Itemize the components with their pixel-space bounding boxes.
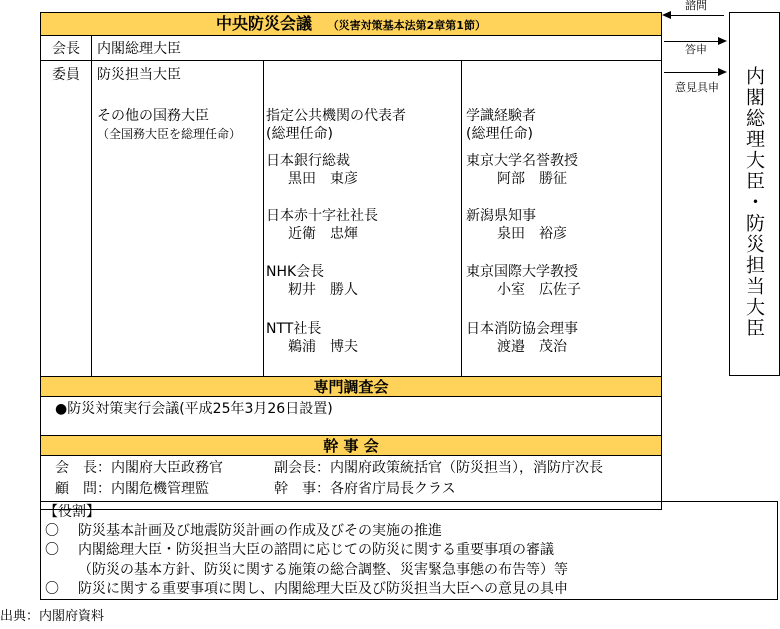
arrow-consultation-head-icon — [662, 10, 672, 20]
role-item-2: 内閣総理大臣・防災担当大臣の諮問に応じての防災に関する重要事項の審議 — [78, 542, 554, 558]
secretariat-chair: 会 長：内閣府大臣政務官 — [55, 460, 223, 476]
pm-minister-label: 内閣総理大臣・防災担当大臣 — [743, 66, 765, 339]
academic-4-name: 渡邉 茂治 — [497, 339, 567, 355]
roles-bullet-3: 〇 — [45, 581, 59, 597]
academic-2: 新潟県知事 — [466, 208, 536, 224]
arrow-report — [664, 41, 724, 42]
roles-bullet-2: 〇 — [45, 542, 59, 558]
expert-title-band — [40, 376, 662, 397]
arrow-opinion-label: 意見具申 — [675, 81, 719, 94]
arrow-opinion-head-icon — [718, 67, 728, 77]
member-other-ministers: その他の国務大臣 — [97, 108, 209, 124]
academic-1-name: 阿部 勝征 — [497, 171, 567, 187]
arrow-consultation-label: 諮問 — [685, 0, 707, 12]
role-item-2-detail: （防災の基本方針、防災に関する施策の総合調整、災害緊急事態の布告等）等 — [78, 562, 568, 578]
academic-header: 学識経験者 — [466, 108, 536, 124]
members-col3-divider — [461, 60, 462, 376]
role-item-3: 防災に関する重要事項に関し、内閣総理大臣及び防災担当大臣への意見の具申 — [78, 581, 568, 597]
secretariat-secretaries: 幹 事：各府省庁局長クラス — [274, 481, 456, 497]
expert-title: 専門調査会 — [313, 378, 389, 396]
council-basis: （災害対策基本法第2章第1節） — [327, 19, 486, 32]
academic-2-name: 泉田 裕彦 — [497, 226, 567, 242]
public-org-3: NHK会長 — [266, 264, 325, 280]
arrow-report-label: 答申 — [685, 43, 707, 56]
secretariat-advisor: 顧 問：内閣危機管理監 — [55, 481, 209, 497]
council-title-band — [40, 12, 662, 36]
secretariat-vice-chair: 副会長：内閣府政策統括官（防災担当），消防庁次長 — [274, 460, 603, 476]
arrow-report-head-icon — [718, 36, 728, 46]
public-org-4-name: 鵜浦 博夫 — [288, 339, 358, 355]
public-org-2: 日本赤十字社社長 — [266, 208, 378, 224]
public-org-header: 指定公共機関の代表者 — [266, 108, 406, 124]
public-org-3-name: 籾井 勝人 — [288, 282, 358, 298]
academic-appointment: (総理任命) — [466, 126, 533, 142]
arrow-opinion — [664, 72, 724, 73]
member-disaster-minister: 防災担当大臣 — [97, 67, 181, 83]
secretariat-title-band — [40, 435, 662, 456]
academic-3-name: 小室 広佐子 — [497, 282, 581, 298]
chair-label: 会長 — [52, 41, 80, 57]
chair-value: 内閣総理大臣 — [97, 41, 181, 57]
public-org-1: 日本銀行総裁 — [266, 153, 350, 169]
secretariat-title: 幹 事 会 — [323, 437, 379, 455]
academic-4: 日本消防協会理事 — [466, 321, 578, 337]
roles-bullet-1: 〇 — [45, 523, 59, 539]
academic-3: 東京国際大学教授 — [466, 264, 578, 280]
members-col2-divider — [263, 60, 264, 376]
source-note: 出典：内閣府資料 — [0, 609, 105, 624]
academic-1: 東京大学名誉教授 — [466, 153, 578, 169]
label-col-divider — [91, 36, 92, 376]
public-org-1-name: 黒田 東彦 — [288, 171, 358, 187]
chair-row-divider — [40, 60, 662, 61]
council-title: 中央防災会議 — [216, 14, 313, 33]
role-item-1: 防災基本計画及び地震防災計画の作成及びその実施の推進 — [78, 523, 442, 539]
arrow-consultation — [664, 15, 724, 16]
public-org-4: NTT社長 — [266, 321, 322, 337]
roles-title: 【役割】 — [44, 504, 100, 520]
members-label: 委員 — [52, 67, 80, 83]
public-org-2-name: 近衛 忠煇 — [288, 226, 358, 242]
member-other-ministers-note: （全国務大臣を総理任命） — [97, 127, 242, 141]
public-org-appointment: (総理任命) — [266, 126, 333, 142]
expert-item: ●防災対策実行会議(平成25年3月26日設置) — [55, 401, 333, 417]
